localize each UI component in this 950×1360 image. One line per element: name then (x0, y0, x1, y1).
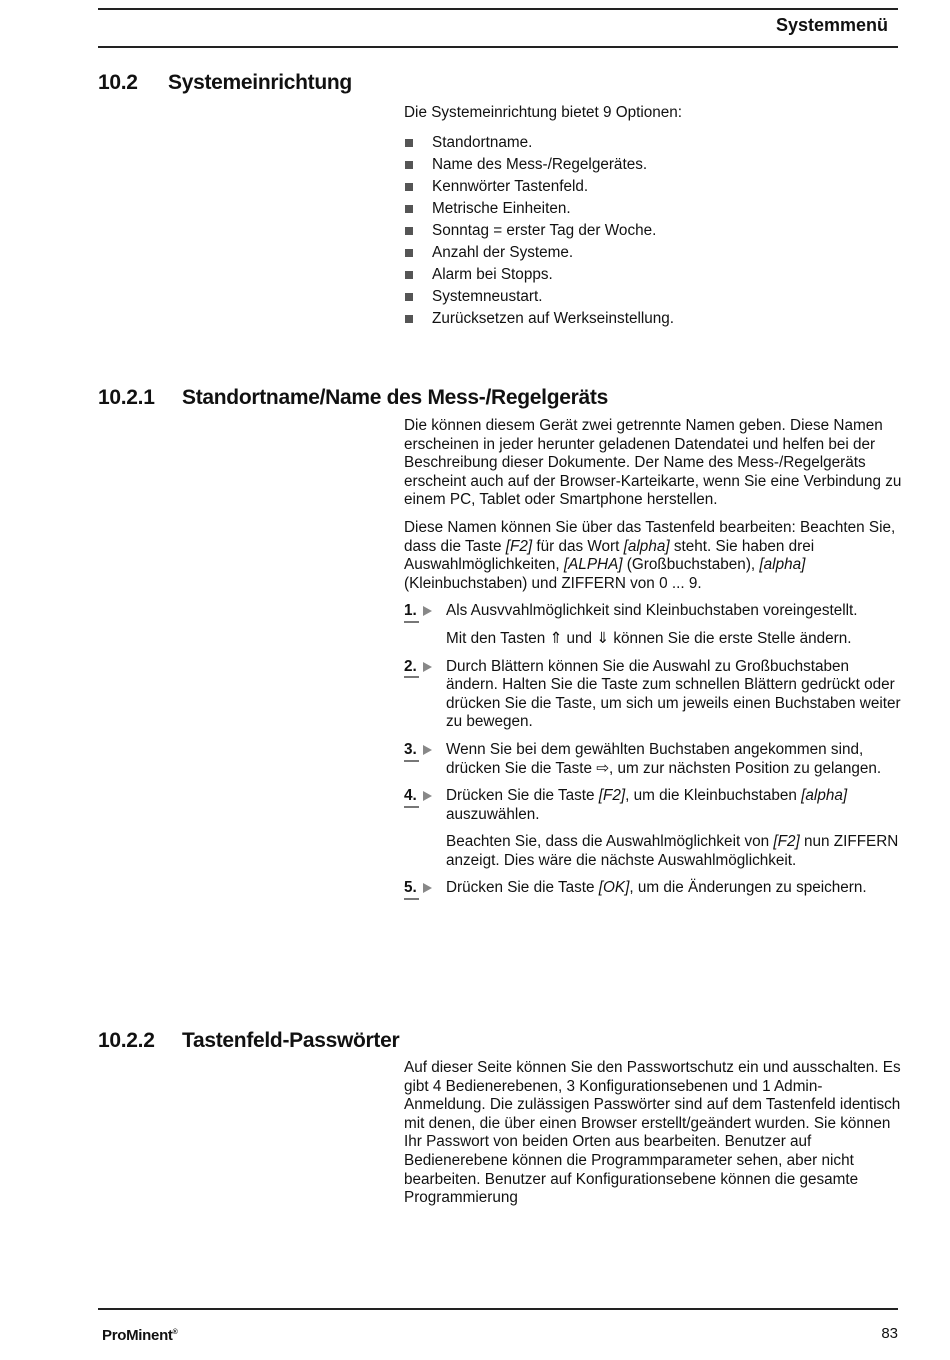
section-number: 10.2 (98, 71, 138, 94)
step-2 (404, 658, 904, 732)
header-top-rule (98, 8, 898, 10)
step-5 (404, 879, 904, 898)
list-item: Standortname. (404, 132, 904, 154)
section-number: 10.2.1 (98, 386, 155, 409)
section-title: Standortname/Name des Mess-/Regelgeräts (182, 386, 608, 409)
bullet-icon (405, 139, 413, 147)
bullet-icon (405, 271, 413, 279)
step-arrow-icon (423, 606, 432, 616)
step-number: 1. (404, 602, 432, 623)
step-text: Durch Blättern können Sie die Auswahl zu Großbuchstaben ändern. Halten Sie die Taste zum schnellen Blättern gedrückt oder drücken Sie die Taste, um sich um jeweils einen Buchstaben weiter zu bewegen. (446, 657, 901, 731)
section-10-2-body (404, 104, 904, 330)
step-number: 3. (404, 741, 432, 762)
bullet-icon (405, 249, 413, 257)
list-item: Metrische Einheiten. (404, 198, 904, 220)
list-item: Alarm bei Stopps. (404, 264, 904, 286)
paragraph: Die können diesem Gerät zwei getrennte Namen geben. Diese Namen erscheinen in jeder herunter geladenen Datendatei und helfen bei der Beschreibung dieser Dokumente. Der Name des Mess-/Regelgeräts erscheint auch auf der Browser-Karteikarte, wenn Sie eine Verbindung zu einem PC, Tablet oder Smartphone herstellen. (404, 417, 902, 509)
paragraph: Diese Namen können Sie über das Tastenfeld bearbeiten: Beachten Sie, dass die Taste [F2] für das Wort [alpha] steht. Sie haben drei Auswahlmöglichkeiten, [ALPHA] (Großbuchstaben), [alpha] (Kleinbuchstaben) und ZIFFERN von 0 ... 9. (404, 518, 896, 592)
step-arrow-icon (423, 791, 432, 801)
section-10-2-1-body (404, 417, 904, 898)
paragraph: Auf dieser Seite können Sie den Passwortschutz ein und ausschalten. Es gibt 4 Bedienerebenen, 3 Konfigurationsebenen und 1 Admin-Anmeldung. Die zulässigen Passwörter sind auf dem Tastenfeld identisch mit denen, die über einen Browser erstellt/geändert wurden. Sie können Ihr Passwort von beiden Orten aus bearbeiten. Benutzer auf Bedienerebene können die Programmparameter sehen, aber nicht bearbeiten. Benutzer auf Konfigurationsebene können die gesamte Programmierung (404, 1059, 901, 1207)
bullet-icon (405, 293, 413, 301)
page-number: 83 (881, 1325, 898, 1342)
prominent-logo: ProMinent® (102, 1327, 178, 1344)
section-heading-10-2-1 (98, 386, 608, 410)
step-arrow-icon (423, 883, 432, 893)
intro-text: Die Systemeinrichtung bietet 9 Optionen: (404, 104, 683, 121)
section-number: 10.2.2 (98, 1029, 155, 1052)
step-note: Beachten Sie, dass die Auswahlmöglichkeit von [F2] nun ZIFFERN anzeigt. Dies wäre die nächste Auswahlmöglichkeit. (446, 833, 899, 869)
bullet-icon (405, 315, 413, 323)
section-title: Tastenfeld-Passwörter (182, 1029, 400, 1052)
step-note: Mit den Tasten ⇑ und ⇓ können Sie die erste Stelle ändern. (446, 629, 852, 647)
step-arrow-icon (423, 662, 432, 672)
options-list (404, 132, 904, 330)
section-heading-10-2 (98, 71, 352, 95)
section-title: Systemeinrichtung (168, 71, 352, 94)
list-item: Name des Mess-/Regelgerätes. (404, 154, 904, 176)
step-text: Als Ausvvahlmöglichkeit sind Kleinbuchstaben voreingestellt. (446, 602, 858, 620)
step-arrow-icon (423, 745, 432, 755)
step-text: Wenn Sie bei dem gewählten Buchstaben angekommen sind, drücken Sie die Taste ⇨, um zur nächsten Position zu gelangen. (446, 740, 882, 777)
section-10-2-2-body (404, 1059, 904, 1208)
running-header-title: Systemmenü (775, 15, 888, 35)
list-item: Systemneustart. (404, 286, 904, 308)
step-text: Drücken Sie die Taste [F2], um die Kleinbuchstaben [alpha] auszuwählen. (446, 787, 848, 823)
step-number: 2. (404, 658, 432, 679)
step-3 (404, 741, 904, 778)
bullet-icon (405, 227, 413, 235)
list-item: Sonntag = erster Tag der Woche. (404, 220, 904, 242)
step-1 (404, 602, 904, 648)
step-4 (404, 787, 904, 870)
list-item: Kennwörter Tastenfeld. (404, 176, 904, 198)
bullet-icon (405, 183, 413, 191)
header-bottom-rule (98, 46, 898, 48)
list-item: Anzahl der Systeme. (404, 242, 904, 264)
list-item: Zurücksetzen auf Werkseinstellung. (404, 308, 904, 330)
bullet-icon (405, 161, 413, 169)
footer-rule (98, 1308, 898, 1310)
bullet-icon (405, 205, 413, 213)
step-number: 4. (404, 787, 432, 808)
step-number: 5. (404, 879, 432, 900)
section-heading-10-2-2 (98, 1029, 399, 1053)
step-text: Drücken Sie die Taste [OK], um die Änderungen zu speichern. (446, 879, 867, 897)
